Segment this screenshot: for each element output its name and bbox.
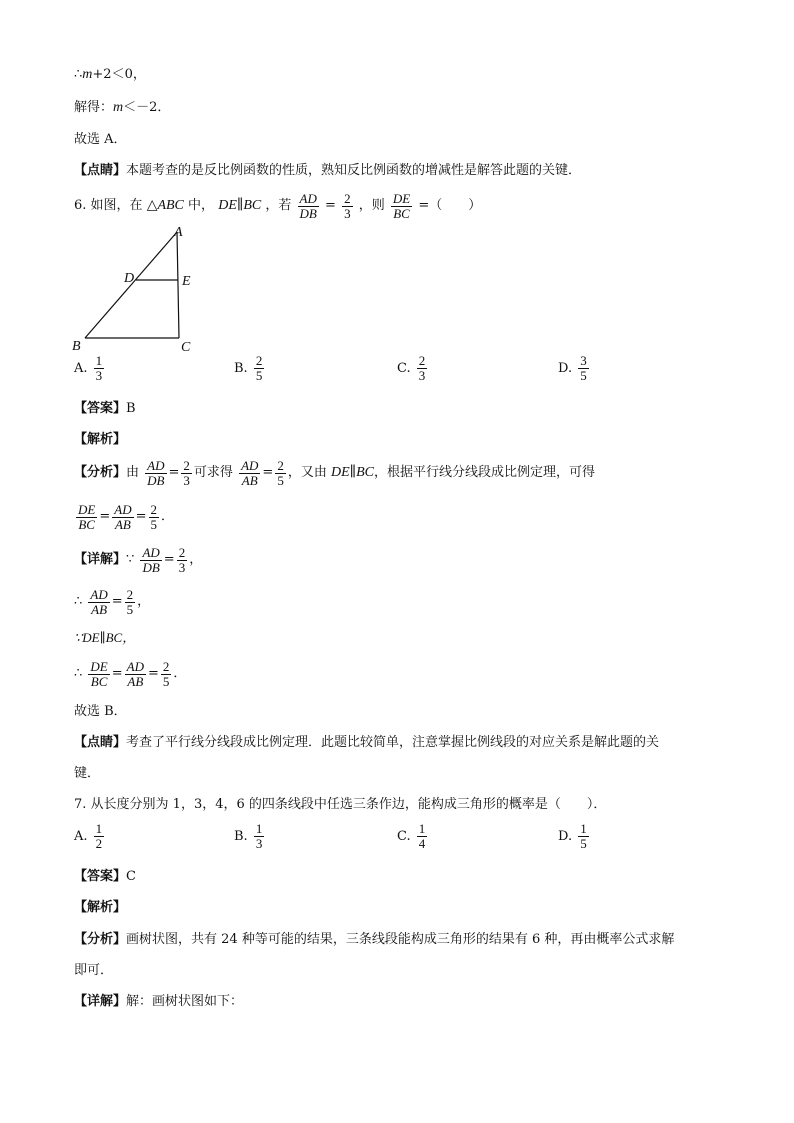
equals-sign: =	[168, 465, 180, 480]
xiangjie-tag: 【详解】	[74, 552, 127, 567]
equals-sign: =	[163, 552, 175, 567]
fenxi-text: 画树状图，共有 24 种等可能的结果，三条线段能构成三角形的结果有 6 种，再由概率公式求解	[126, 932, 675, 947]
q7-option-b[interactable]	[234, 822, 266, 851]
q6-step-4	[74, 656, 186, 693]
q7-fenxi-tail: 即可．	[74, 963, 114, 978]
parallel-text: DE∥BC	[330, 465, 375, 480]
triangle-figure	[66, 222, 206, 358]
fraction-ad-ab: $\frac{AD}{AB}$	[114, 501, 132, 532]
q6-option-d[interactable]	[558, 354, 591, 383]
period: ．	[173, 666, 187, 681]
q7-xiangjie	[74, 994, 243, 1010]
option-fraction: $\frac{1}{4}$	[418, 821, 426, 851]
fraction-ad-ab: $\frac{AD}{AB}$	[90, 586, 108, 617]
fraction-ad-ab: $\frac{AD}{AB}$	[241, 457, 259, 488]
option-fraction: $\frac{1}{5}$	[580, 821, 587, 851]
option-label: D.	[558, 829, 573, 844]
fraction-ad-ab: $\frac{AD}{AB}$	[126, 658, 145, 689]
q7-fenxi	[74, 932, 674, 948]
equals-sign: =	[135, 509, 147, 524]
option-fraction: $\frac{2}{3}$	[418, 353, 426, 383]
fenxi-tag: 【分析】	[74, 932, 127, 947]
point-b-label: B	[72, 339, 81, 354]
q6-dianjing	[74, 735, 659, 751]
option-label: A.	[74, 361, 88, 376]
solution-line-1	[74, 67, 146, 83]
q6-dianjing-tail: 键．	[74, 766, 101, 781]
q7-analysis-tag: 【解析】	[74, 900, 127, 915]
answer-tag: 【答案】	[74, 869, 127, 884]
fenxi-text: 由	[126, 465, 140, 480]
fenxi-tag: 【分析】	[74, 465, 127, 480]
equals-sign: =	[111, 594, 123, 609]
option-fraction: $\frac{3}{5}$	[580, 353, 587, 383]
q6-option-c[interactable]	[397, 354, 429, 383]
dianjing-line-q5	[74, 163, 581, 179]
xiangjie-text: 解：画树状图如下：	[126, 994, 244, 1009]
period: ．	[161, 509, 175, 524]
q6-text: ，若	[265, 198, 292, 213]
q6-stem	[74, 188, 481, 225]
option-fraction: $\frac{1}{3}$	[255, 821, 263, 851]
fraction-ad-db: $\frac{AD}{DB}$	[299, 190, 317, 221]
comma: ，	[137, 594, 151, 609]
option-label: C.	[397, 361, 411, 376]
therefore-symbol: ∴	[74, 67, 83, 82]
q6-option-b[interactable]	[234, 354, 266, 383]
answer-tag: 【答案】	[74, 401, 127, 416]
inequality-text: ＜－2．	[123, 100, 171, 115]
answer-value: B	[126, 401, 136, 416]
option-label: B.	[234, 361, 248, 376]
fenxi-text: 可求得	[193, 465, 233, 480]
option-label: C.	[397, 829, 411, 844]
point-a-label: A	[174, 225, 183, 240]
fenxi-text: ，又由	[287, 465, 327, 480]
side-ac	[177, 232, 179, 338]
fraction-2-3: $\frac{2}{3}$	[183, 457, 190, 488]
equals-sign: =	[99, 509, 111, 524]
fraction-ad-db: $\frac{AD}{DB}$	[147, 457, 165, 488]
dianjing-tag: 【点睛】	[74, 735, 127, 750]
comma: ，	[189, 552, 203, 567]
q7-stem: 7. 从长度分别为 1，3，4，6 的四条线段中任选三条作边，能构成三角形的概率是（ ）．	[74, 797, 607, 812]
q6-fenxi-line	[74, 455, 595, 492]
point-e-label: E	[182, 274, 191, 289]
dianjing-tag: 【点睛】	[74, 163, 127, 178]
fraction-ad-db: $\frac{AD}{DB}$	[142, 544, 160, 575]
dianjing-text: 考查了平行线分线段成比例定理．此题比较简单，注意掌握比例线段的对应关系是解此题的关	[126, 735, 660, 750]
xiangjie-tag: 【详解】	[74, 994, 127, 1009]
q6-choose: 故选 B．	[74, 704, 127, 719]
q6-analysis-tag: 【解析】	[74, 432, 127, 447]
q6-fenxi-result	[74, 499, 174, 536]
q6-intro: 6. 如图，在	[74, 198, 143, 213]
q6-xiangjie-line	[74, 542, 202, 579]
equals-sign: =	[262, 465, 274, 480]
fraction-2-3: $\frac{2}{3}$	[178, 544, 186, 575]
equals-sign: =	[111, 666, 123, 681]
q7-option-d[interactable]	[558, 822, 591, 851]
point-d-label: D	[124, 271, 135, 286]
q6-text: 中，	[188, 198, 215, 213]
q6-triangle: △ABC	[146, 198, 184, 213]
point-c-label: C	[181, 340, 191, 355]
therefore-symbol: ∴	[74, 666, 83, 681]
choose-a-text: 故选 A．	[74, 132, 127, 147]
q7-option-c[interactable]	[397, 822, 429, 851]
solve-label: 解得：	[74, 100, 114, 115]
q6-blank: =（ ）	[418, 198, 482, 213]
fraction-2-3: $\frac{2}{3}$	[344, 190, 351, 221]
option-fraction: $\frac{1}{2}$	[95, 821, 103, 851]
q7-answer	[74, 869, 136, 885]
option-label: A.	[74, 829, 88, 844]
solution-line-2	[74, 100, 170, 116]
fraction-2-5: $\frac{2}{5}$	[150, 501, 157, 532]
fraction-2-5: $\frac{2}{5}$	[277, 457, 284, 488]
option-fraction: $\frac{1}{3}$	[95, 353, 103, 383]
q6-text: ，则	[358, 198, 385, 213]
fraction-2-5: $\frac{2}{5}$	[126, 586, 134, 617]
fraction-2-5: $\frac{2}{5}$	[162, 658, 170, 689]
because-symbol: ∵	[126, 552, 135, 567]
therefore-symbol: ∴	[74, 594, 83, 609]
option-label: B.	[234, 829, 248, 844]
dianjing-text: 本题考查的是反比例函数的性质，熟知反比例函数的增减性是解答此题的关键．	[126, 163, 582, 178]
variable-m: m	[113, 100, 124, 115]
equals-sign: =	[148, 666, 159, 681]
q6-step-2	[74, 584, 150, 621]
answer-value: C	[126, 869, 136, 884]
q7-option-a[interactable]	[74, 822, 106, 851]
fraction-de-bc: $\frac{DE}{BC}$	[78, 501, 96, 532]
variable-m: m	[82, 67, 93, 82]
fenxi-text: ，根据平行线分线段成比例定理，可得	[374, 465, 596, 480]
q6-answer	[74, 401, 136, 417]
inequality-text: +2＜0，	[92, 67, 146, 82]
option-fraction: $\frac{2}{5}$	[255, 353, 263, 383]
option-label: D.	[558, 361, 573, 376]
equals-sign: =	[325, 198, 336, 213]
q6-option-a[interactable]	[74, 354, 106, 383]
fraction-de-bc: $\frac{DE}{BC}$	[392, 190, 411, 221]
q6-parallel: DE∥BC	[218, 198, 262, 213]
q6-step-3: ∵DE∥BC，	[74, 630, 136, 645]
fraction-de-bc: $\frac{DE}{BC}$	[90, 658, 108, 689]
